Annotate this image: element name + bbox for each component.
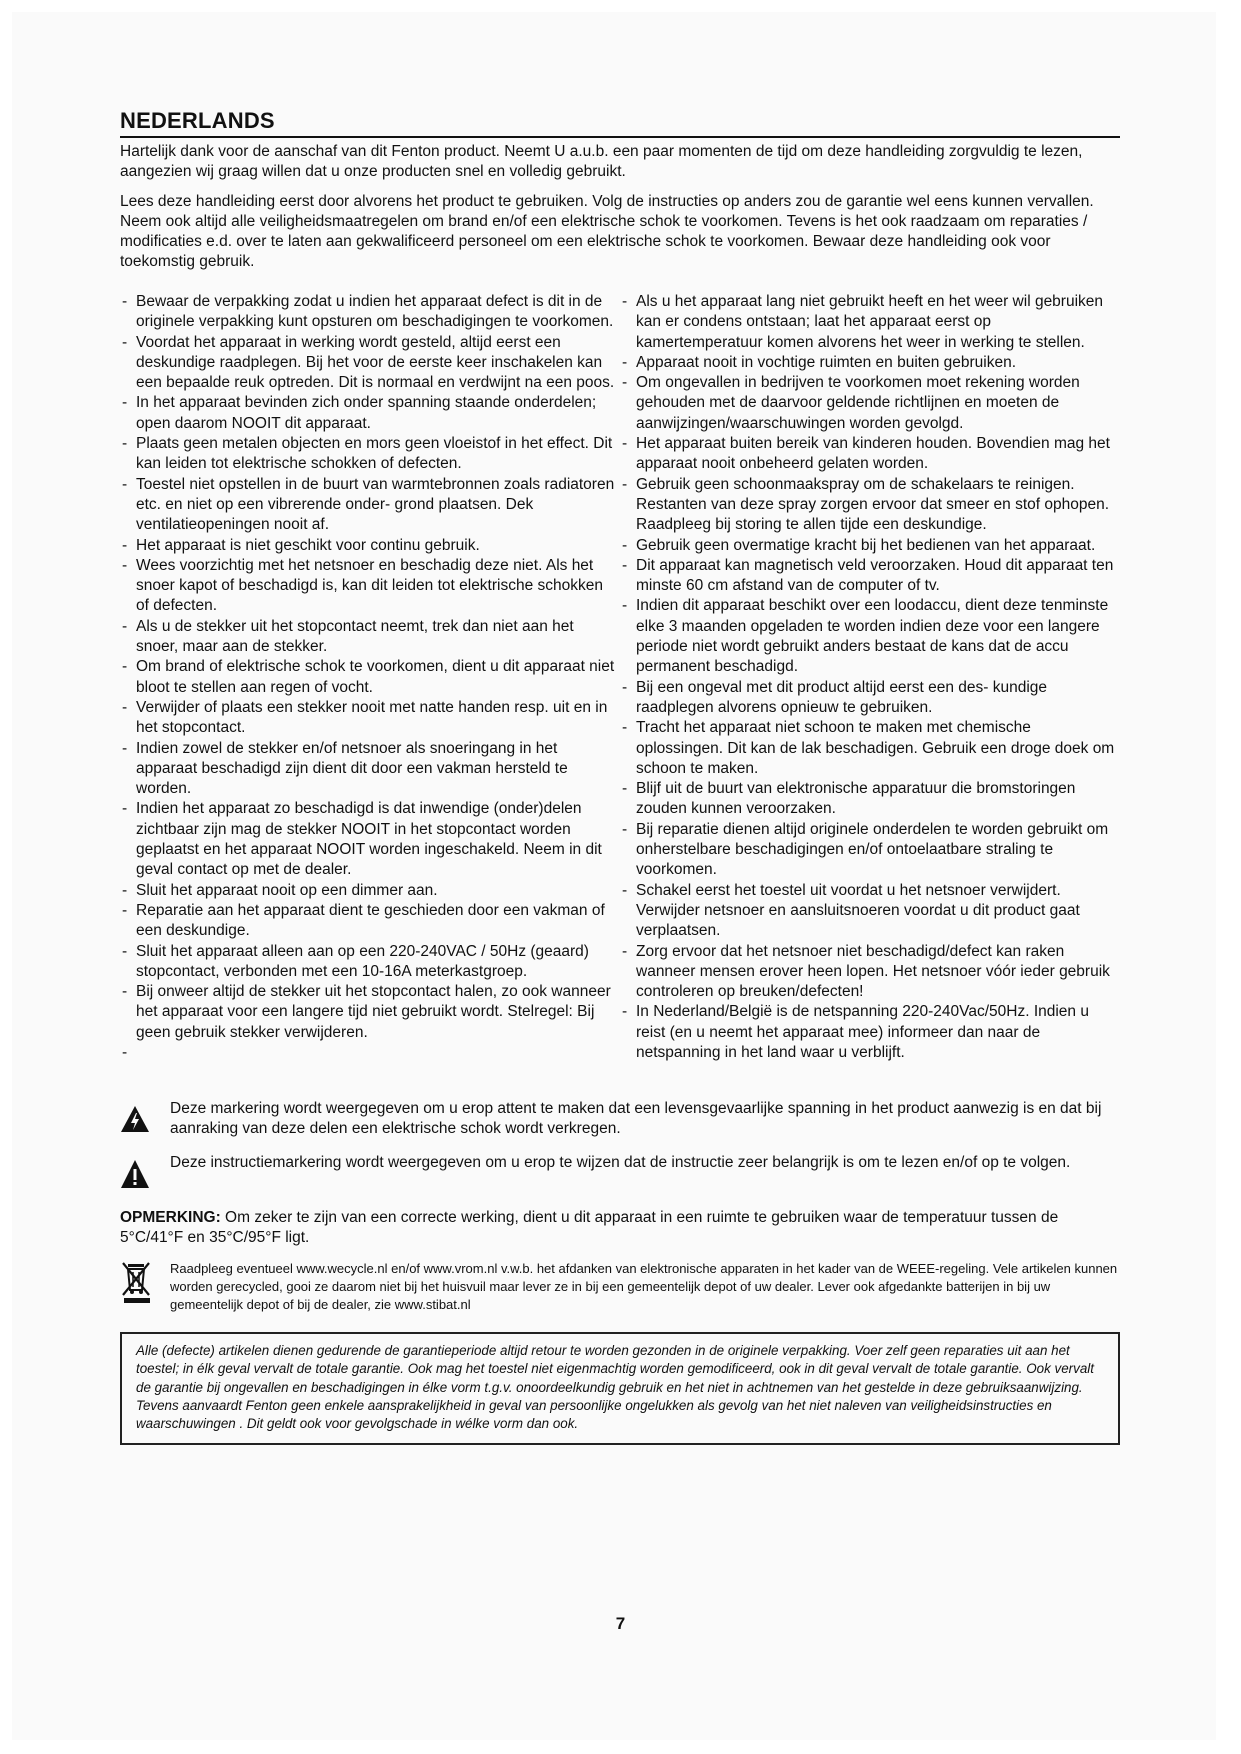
safety-right-item: - Gebruik geen overmatige kracht bij het bedienen van het apparaat. — [620, 536, 1120, 556]
safety-right-item: - Gebruik geen schoonmaakspray om de schakelaars te reinigen. Restanten van deze spray zorgen ervoor dat smeer en stof ophopen. Raadpleeg bij storing te allen tijde een deskundige. — [620, 475, 1120, 536]
safety-right-item: - In Nederland/België is de netspanning 220-240Vac/50Hz. Indien u reist (en u neemt het apparaat mee) informeer dan naar de netspanning in het land waar u verblijft. — [620, 1002, 1120, 1063]
safety-right-item: - Schakel eerst het toestel uit voordat u het netsnoer verwijdert. Verwijder netsnoer en aansluitsnoeren voordat u dit product gaat verplaatsen. — [620, 881, 1120, 942]
safety-left-item: - Om brand of elektrische schok te voorkomen, dient u dit apparaat niet bloot te stellen aan regen of vocht. — [120, 657, 620, 698]
warranty-box: Alle (defecte) artikelen dienen gedurende de garantieperiode altijd retour te worden gezonden in de originele verpakking. Voer zelf geen reparaties uit aan het toestel; in élk geval vervalt de totale garantie. Ook mag het toestel niet eigenmachtig worden gemodificeerd, ook in dit geval vervalt de totale garantie. Ook vervalt de garantie bij ongevallen en beschadigingen in élke vorm t.g.v. onoordeelkundig gebruik en het niet in achtnemen van het gestelde in deze gebruiksaanwijzing. Tevens aanvaardt Fenton geen enkele aansprakelijkheid in geval van persoonlijke ongelukken als gevolg van het niet naleven van veiligheidsinstructies en waarschuwingen . Dit geldt ook voor gevolgschade in wélke vorm dan ook. — [120, 1332, 1120, 1445]
safety-right-item: - Als u het apparaat lang niet gebruikt heeft en het weer wil gebruiken kan er condens ontstaan; laat het apparaat eerst op kamertemperatuur komen alvorens het weer in werking te stellen. — [620, 292, 1120, 353]
safety-right-item: - Indien dit apparaat beschikt over een loodaccu, dient deze tenminste elke 3 maanden opgeladen te worden indien deze voor een langere periode niet wordt gebruikt anders bestaat de kans dat de accu permanent beschadigd. — [620, 596, 1120, 677]
safety-right-item: - Tracht het apparaat niet schoon te maken met chemische oplossingen. Dit kan de lak beschadigen. Gebruik een droge doek om schoon te maken. — [620, 718, 1120, 779]
safety-left-item: - Reparatie aan het apparaat dient te geschieden door een vakman of een deskundige. — [120, 901, 620, 942]
instruction-notice-text: Deze instructiemarkering wordt weergegeven om u erop te wijzen dat de instructie zeer belangrijk is om te lezen en/of op te volgen. — [170, 1154, 1071, 1172]
crossed-bin-icon — [120, 1260, 170, 1309]
safety-left-item: - Voordat het apparaat in werking wordt gesteld, altijd eerst een deskundige raadplegen. Bij het voor de eerste keer inschakelen kan een bepaalde reuk optreden. Dit is normaal en verdwijnt na een poos. — [120, 333, 620, 394]
safety-right-item: - Bij een ongeval met dit product altijd eerst een des- kundige raadplegen alvorens opnieuw te gebruiken. — [620, 678, 1120, 719]
safety-left-item: - Indien zowel de stekker en/of netsnoer als snoeringang in het apparaat beschadigd zijn dient dit door een vakman hersteld te worden. — [120, 739, 620, 800]
safety-right-item: - Blijf uit de buurt van elektronische apparatuur die bromstoringen zouden kunnen veroorzaken. — [620, 779, 1120, 820]
safety-left-item: - Het apparaat is niet geschikt voor continu gebruik. — [120, 536, 620, 556]
lightning-warning-icon — [120, 1099, 170, 1138]
safety-left-item: - Wees voorzichtig met het netsnoer en beschadig deze niet. Als het snoer kapot of beschadigd is, kan dit leiden tot elektrische schokken of defecten. — [120, 556, 620, 617]
intro-paragraph-1: Hartelijk dank voor de aanschaf van dit Fenton product. Neemt U a.u.b. een paar momenten de tijd om deze handleiding zorgvuldig te lezen, aangezien wij graag willen dat u onze producten snel en volledig gebruikt. — [120, 143, 1083, 180]
safety-columns — [120, 292, 1120, 1063]
safety-right-item: - Bij reparatie dienen altijd originele onderdelen te worden gebruikt om onherstelbare beschadigingen en/of ontoelaatbare straling te voorkomen. — [620, 820, 1120, 881]
opmerking-text: Om zeker te zijn van een correcte werking, dient u dit apparaat in een ruimte te gebruiken waar de temperatuur tussen de 5°C/41°F en 35°C/95°F ligt. — [120, 1209, 1059, 1247]
safety-left-item: - Bewaar de verpakking zodat u indien het apparaat defect is dit in de originele verpakking kunt opsturen om beschadigingen te voorkomen. — [120, 292, 620, 333]
safety-left-item: - Bij onweer altijd de stekker uit het stopcontact halen, zo ook wanneer het apparaat voor een langere tijd niet gebruikt wordt. Stelregel: Bij geen gebruik stekker verwijderen. — [120, 982, 620, 1043]
safety-right-item: - Zorg ervoor dat het netsnoer niet beschadigd/defect kan raken wanneer mensen erover heen lopen. Het netsnoer vóór ieder gebruik controleren op breuken/defecten! — [620, 942, 1120, 1003]
exclamation-warning-icon — [120, 1153, 170, 1194]
safety-right-item: - Dit apparaat kan magnetisch veld veroorzaken. Houd dit apparaat ten minste 60 cm afstand van de computer of tv. — [620, 556, 1120, 597]
instruction-notice — [120, 1153, 1120, 1194]
manual-content — [120, 108, 1120, 1445]
weee-notice — [120, 1260, 1120, 1314]
safety-right-item: - Om ongevallen in bedrijven te voorkomen moet rekening worden gehouden met de daarvoor geldende richtlijnen en moeten de aanwijzingen/waarschuwingen worden gevolgd. — [620, 373, 1120, 434]
safety-left-item: - Toestel niet opstellen in de buurt van warmtebronnen zoals radiatoren etc. en niet op een vibrerende onder- grond plaatsen. Dek ventilatieopeningen nooit af. — [120, 475, 620, 536]
safety-right-item: - Apparaat nooit in vochtige ruimten en buiten gebruiken. — [620, 353, 1120, 373]
safety-column-left — [120, 292, 620, 1063]
voltage-notice-text: Deze markering wordt weergegeven om u erop attent te maken dat een levensgevaarlijke spanning in het product aanwezig is en dat bij aanraking van deze delen een elektrische schok wordt verkregen. — [170, 1100, 1102, 1138]
page-title: NEDERLANDS — [120, 108, 1120, 138]
safety-list-left — [120, 292, 620, 1063]
safety-left-item: - Sluit het apparaat alleen aan op een 220-240VAC / 50Hz (geaard) stopcontact, verbonden met een 10-16A meterkastgroep. — [120, 942, 620, 983]
safety-list-right — [620, 292, 1120, 1063]
safety-left-item: - Indien het apparaat zo beschadigd is dat inwendige (onder)delen zichtbaar zijn mag de stekker NOOIT in het stopcontact worden geplaatst en het apparaat NOOIT worden ingeschakeld. Neem in dit geval contact op met de dealer. — [120, 799, 620, 880]
safety-left-item: - Verwijder of plaats een stekker nooit met natte handen resp. uit en in het stopcontact. — [120, 698, 620, 739]
safety-left-item — [120, 1043, 620, 1063]
weee-notice-text: Raadpleeg eventueel www.wecycle.nl en/of www.vrom.nl v.w.b. het afdanken van elektronische apparaten in het kader van de WEEE-regeling. Vele artikelen kunnen worden gerecycled, gooi ze daarom niet bij het huisvuil maar lever ze in bij een gemeentelijk depot of uw dealer. Lever ook afgedankte batterijen in bij uw gemeentelijk depot of bij de dealer, zie www.stibat.nl — [170, 1261, 1118, 1313]
intro-paragraph-2: Lees deze handleiding eerst door alvorens het product te gebruiken. Volg de instructies op anders zou de garantie wel eens kunnen vervallen. Neem ook altijd alle veiligheidsmaatregelen om brand en/of een elektrische schok te voorkomen. Tevens is het ook raadzaam om reparaties / modificaties e.d. over te laten aan gekwalificeerd personeel om een elektrische schok te voorkomen. Bewaar deze handleiding ook voor toekomstig gebruik. — [120, 193, 1094, 270]
opmerking-label: OPMERKING: — [120, 1209, 221, 1227]
safety-column-right — [620, 292, 1120, 1063]
safety-right-item: - Het apparaat buiten bereik van kinderen houden. Bovendien mag het apparaat nooit onbeheerd gelaten worden. — [620, 434, 1120, 475]
opmerking-note — [120, 1208, 1120, 1248]
safety-left-item: - Plaats geen metalen objecten en mors geen vloeistof in het effect. Dit kan leiden tot elektrische schokken of defecten. — [120, 434, 620, 475]
page-number: 7 — [615, 1614, 626, 1633]
safety-left-item: - Als u de stekker uit het stopcontact neemt, trek dan niet aan het snoer, maar aan de stekker. — [120, 617, 620, 658]
safety-left-item: - In het apparaat bevinden zich onder spanning staande onderdelen; open daarom NOOIT dit apparaat. — [120, 393, 620, 434]
voltage-notice — [120, 1099, 1120, 1139]
safety-left-item: - Sluit het apparaat nooit op een dimmer aan. — [120, 881, 620, 901]
